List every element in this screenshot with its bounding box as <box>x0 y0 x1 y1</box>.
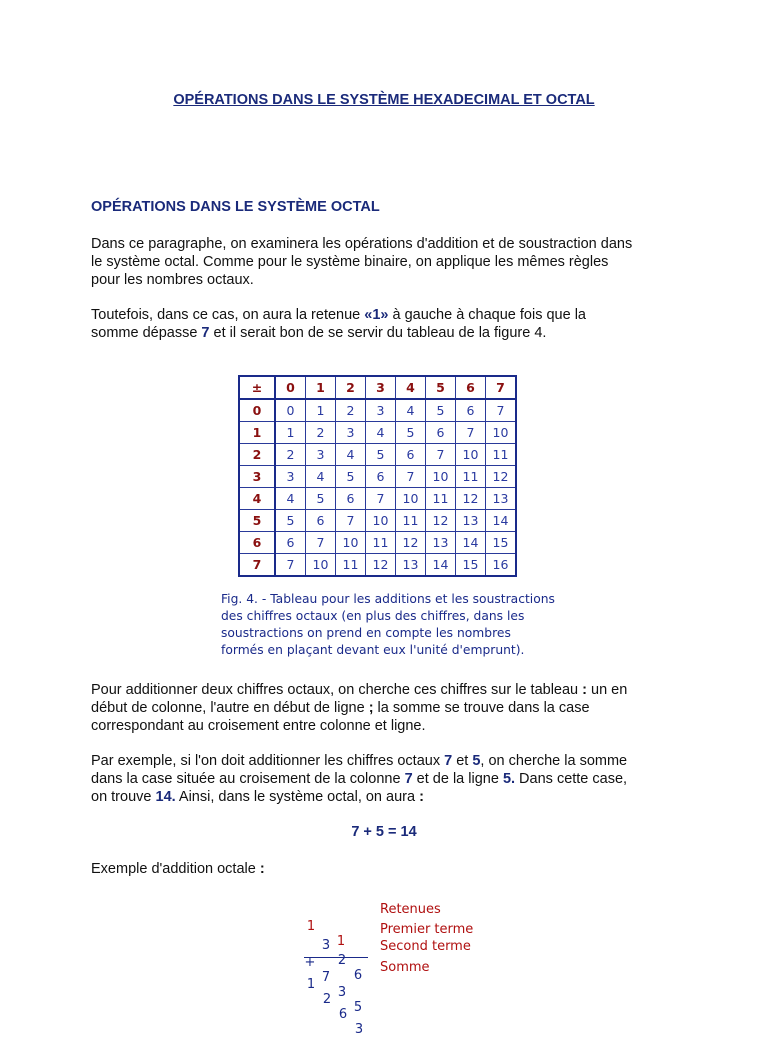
carry-digit: 1 <box>336 934 346 949</box>
first-term-digit: 6 <box>353 968 363 983</box>
table-cell: 5 <box>426 399 456 422</box>
second-term-label: Second terme <box>380 939 471 954</box>
table-cell: 6 <box>426 422 456 444</box>
table-cell: 10 <box>396 488 426 510</box>
text-fragment: et <box>452 753 473 769</box>
table-cell: 4 <box>366 422 396 444</box>
section-title: OPÉRATIONS DANS LE SYSTÈME OCTAL <box>91 199 380 215</box>
table-cell: 6 <box>456 399 486 422</box>
table-cell: 13 <box>426 532 456 554</box>
first-term-digit: 2 <box>337 953 347 968</box>
table-cell: 13 <box>456 510 486 532</box>
table-cell: 10 <box>486 422 517 444</box>
row-header: 4 <box>239 488 275 510</box>
table-cell: 10 <box>336 532 366 554</box>
table-row <box>239 532 516 554</box>
table-cell: 11 <box>456 466 486 488</box>
example-paragraph <box>91 752 681 806</box>
column-header: 1 <box>306 376 336 399</box>
text-fragment: ; <box>368 700 374 716</box>
row-header: 7 <box>239 554 275 577</box>
caption-line-4: formés en plaçant devant eux l'unité d'emprunt). <box>221 643 525 657</box>
column-header: 2 <box>336 376 366 399</box>
table-cell: 4 <box>396 399 426 422</box>
table-cell: 1 <box>275 422 306 444</box>
table-cell: 7 <box>456 422 486 444</box>
table-cell: 7 <box>336 510 366 532</box>
table-cell: 13 <box>396 554 426 577</box>
table-cell: 7 <box>306 532 336 554</box>
table-cell: 5 <box>275 510 306 532</box>
table-corner: ± <box>239 376 275 399</box>
text-fragment: Par exemple, si l'on doit additionner les chiffres octaux <box>91 753 445 769</box>
table-cell: 7 <box>366 488 396 510</box>
text-fragment: un en <box>586 682 628 698</box>
text-fragment: 7 <box>404 771 413 787</box>
table-row <box>239 399 516 422</box>
carry-line-1 <box>91 306 681 324</box>
carry-paragraph <box>91 306 681 342</box>
column-header: 7 <box>486 376 517 399</box>
table-cell: 16 <box>486 554 517 577</box>
table-cell: 3 <box>336 422 366 444</box>
table-cell: 10 <box>306 554 336 577</box>
table-cell: 2 <box>306 422 336 444</box>
example-line-2 <box>91 770 681 788</box>
table-row <box>239 554 516 577</box>
text-fragment: : <box>582 682 587 698</box>
text-fragment: 5. <box>502 771 516 787</box>
text-fragment: 5 <box>472 753 481 769</box>
first-term-label: Premier terme <box>380 922 474 937</box>
lookup-line-2 <box>91 699 681 717</box>
row-header: 3 <box>239 466 275 488</box>
table-cell: 14 <box>456 532 486 554</box>
row-header: 5 <box>239 510 275 532</box>
table-cell: 11 <box>396 510 426 532</box>
table-row <box>239 510 516 532</box>
table-cell: 10 <box>366 510 396 532</box>
table-cell: 6 <box>336 488 366 510</box>
page-title: OPÉRATIONS DANS LE SYSTÈME HEXADECIMAL ET OCTAL <box>173 92 595 108</box>
table-cell: 7 <box>486 399 517 422</box>
text-fragment: Ainsi, dans le système octal, on aura <box>175 789 420 805</box>
text-fragment: Exemple d'addition octale <box>91 861 260 877</box>
caption-line-3: soustractions on prend en compte les nombres <box>221 626 511 640</box>
table-cell: 5 <box>366 444 396 466</box>
text-fragment: dans la case située au croisement de la colonne <box>91 771 405 787</box>
second-term-digit: 7 <box>321 970 331 985</box>
row-header: 6 <box>239 532 275 554</box>
table-cell: 0 <box>275 399 306 422</box>
table-cell: 11 <box>366 532 396 554</box>
text-fragment: 7 <box>444 753 453 769</box>
plus-sign: + <box>304 955 316 970</box>
caption-line-2: des chiffres octaux (en plus des chiffres, dans les <box>221 609 525 623</box>
text-fragment: Pour additionner deux chiffres octaux, on cherche ces chiffres sur le tableau <box>91 682 583 698</box>
intro-line-2: le système octal. Comme pour le système binaire, on applique les mêmes règles <box>91 254 609 270</box>
table-cell: 12 <box>366 554 396 577</box>
text-fragment: : <box>259 861 265 877</box>
table-cell: 12 <box>426 510 456 532</box>
second-term-digit: 3 <box>337 985 347 1000</box>
table-cell: 4 <box>336 444 366 466</box>
text-fragment: à gauche à chaque fois que la <box>388 307 586 323</box>
limit-value: 7 <box>201 325 210 341</box>
lookup-paragraph <box>91 681 681 735</box>
table-cell: 5 <box>306 488 336 510</box>
carry-line-2 <box>91 324 681 342</box>
row-header: 2 <box>239 444 275 466</box>
carry-digit: 1 <box>306 919 316 934</box>
sum-line <box>304 957 368 958</box>
carry-value: «1» <box>364 307 389 323</box>
text-fragment: et de la ligne <box>412 771 503 787</box>
lookup-line-1 <box>91 681 681 699</box>
column-header: 0 <box>275 376 306 399</box>
table-cell: 15 <box>456 554 486 577</box>
table-cell: 2 <box>275 444 306 466</box>
table-cell: 4 <box>306 466 336 488</box>
column-header: 5 <box>426 376 456 399</box>
table-cell: 11 <box>426 488 456 510</box>
column-header: 3 <box>366 376 396 399</box>
table-cell: 6 <box>366 466 396 488</box>
table-cell: 7 <box>426 444 456 466</box>
table-cell: 12 <box>396 532 426 554</box>
table-cell: 3 <box>306 444 336 466</box>
table-cell: 12 <box>456 488 486 510</box>
text-fragment: Toutefois, dans ce cas, on aura la retenue <box>91 307 365 323</box>
text-fragment: Dans cette case, <box>515 771 628 787</box>
intro-line-1: Dans ce paragraphe, on examinera les opérations d'addition et de soustraction dans <box>91 236 633 252</box>
text-fragment: 14. <box>155 789 176 805</box>
row-header: 0 <box>239 399 275 422</box>
table-cell: 6 <box>306 510 336 532</box>
carries-label: Retenues <box>380 902 441 917</box>
table-cell: 10 <box>426 466 456 488</box>
table-cell: 3 <box>275 466 306 488</box>
table-cell: 7 <box>396 466 426 488</box>
text-fragment: et il serait bon de se servir du tableau de la figure 4. <box>209 325 547 341</box>
table-row <box>239 422 516 444</box>
example-intro <box>91 860 681 878</box>
result-digit: 1 <box>306 977 316 992</box>
table-cell: 14 <box>486 510 517 532</box>
result-row <box>300 962 364 1052</box>
table-cell: 11 <box>336 554 366 577</box>
table-cell: 3 <box>366 399 396 422</box>
example-line-3 <box>91 788 681 806</box>
table-row <box>239 466 516 488</box>
table-row <box>239 444 516 466</box>
row-header: 1 <box>239 422 275 444</box>
table-header-row <box>239 376 516 399</box>
column-header: 4 <box>396 376 426 399</box>
text-fragment: : <box>419 789 424 805</box>
result-digit: 2 <box>322 992 332 1007</box>
table-cell: 7 <box>275 554 306 577</box>
intro-line-3: pour les nombres octaux. <box>91 272 254 288</box>
table-cell: 11 <box>486 444 517 466</box>
second-term-digit: 5 <box>353 1000 363 1015</box>
text-fragment: début de colonne, l'autre en début de ligne <box>91 700 369 716</box>
column-header: 6 <box>456 376 486 399</box>
result-label: Somme <box>380 960 430 975</box>
example-line-1 <box>91 752 681 770</box>
table-cell: 6 <box>396 444 426 466</box>
table-cell: 12 <box>486 466 517 488</box>
table-cell: 14 <box>426 554 456 577</box>
first-term-digit: 3 <box>321 938 331 953</box>
table-cell: 13 <box>486 488 517 510</box>
intro-paragraph <box>91 235 681 289</box>
table-cell: 2 <box>336 399 366 422</box>
caption-line-1: Fig. 4. - Tableau pour les additions et les soustractions <box>221 592 555 606</box>
figure-caption <box>221 591 581 659</box>
text-fragment: la somme se trouve dans la case <box>373 700 590 716</box>
equation: 7 + 5 = 14 <box>351 824 417 840</box>
result-digit: 3 <box>354 1022 364 1037</box>
result-digit: 6 <box>338 1007 348 1022</box>
text-fragment: somme dépasse <box>91 325 202 341</box>
table-row <box>239 488 516 510</box>
table-cell: 5 <box>396 422 426 444</box>
table-cell: 10 <box>456 444 486 466</box>
table-cell: 1 <box>306 399 336 422</box>
text-fragment: , on cherche la somme <box>480 753 628 769</box>
table-cell: 5 <box>336 466 366 488</box>
text-fragment: on trouve <box>91 789 156 805</box>
octal-addition-table <box>238 375 517 577</box>
table-cell: 6 <box>275 532 306 554</box>
table-cell: 4 <box>275 488 306 510</box>
lookup-line-3: correspondant au croisement entre colonne et ligne. <box>91 718 426 734</box>
table-cell: 15 <box>486 532 517 554</box>
